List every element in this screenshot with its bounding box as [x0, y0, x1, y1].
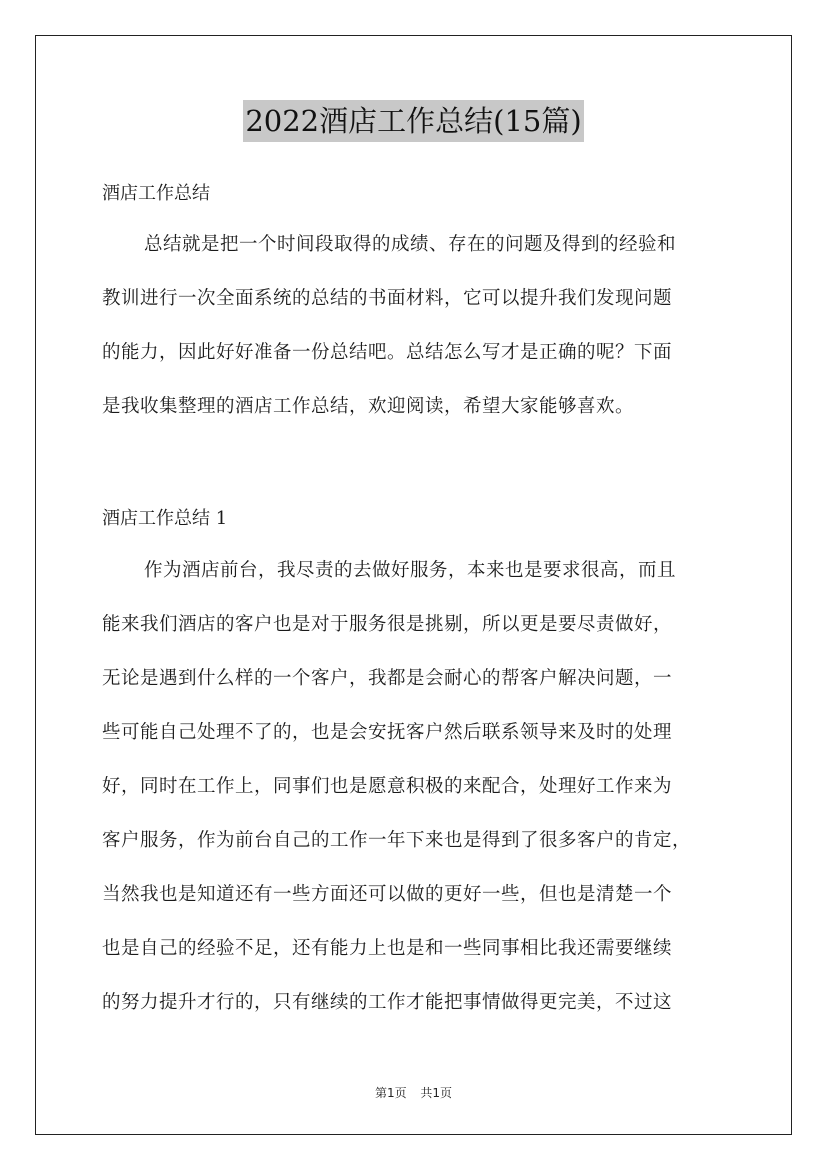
paragraph-line: 作为酒店前台，我尽责的去做好服务，本来也是要求很高，而且 — [144, 560, 677, 581]
paragraph-line: 当然我也是知道还有一些方面还可以做的更好一些，但也是清楚一个 — [102, 884, 673, 905]
section-1-paragraph — [102, 544, 732, 1030]
document-title: 2022酒店工作总结(15篇) — [243, 100, 583, 142]
page-total: 共1页 — [420, 1086, 453, 1100]
paragraph-line: 教训进行一次全面系统的总结的书面材料，它可以提升我们发现问题 — [102, 288, 673, 309]
paragraph-line: 的能力，因此好好准备一份总结吧。总结怎么写才是正确的呢？下面 — [102, 342, 673, 363]
title-container — [0, 100, 827, 142]
paragraph-line: 些可能自己处理不了的，也是会安抚客户然后联系领导来及时的处理 — [102, 722, 673, 743]
paragraph-line: 也是自己的经验不足，还有能力上也是和一些同事相比我还需要继续 — [102, 938, 673, 959]
intro-paragraph — [102, 218, 732, 434]
paragraph-line: 无论是遇到什么样的一个客户，我都是会耐心的帮客户解决问题，一 — [102, 668, 673, 689]
paragraph-line: 能来我们酒店的客户也是对于服务很是挑剔，所以更是要尽责做好， — [102, 614, 673, 635]
paragraph-line: 好，同时在工作上，同事们也是愿意积极的来配合，处理好工作来为 — [102, 776, 673, 797]
paragraph-line: 是我收集整理的酒店工作总结，欢迎阅读，希望大家能够喜欢。 — [102, 396, 635, 417]
page-footer — [0, 1084, 827, 1101]
page-number: 第1页 — [374, 1086, 407, 1100]
intro-heading: 酒店工作总结 — [102, 183, 210, 204]
section-heading-1: 酒店工作总结 1 — [102, 508, 228, 529]
paragraph-line: 总结就是把一个时间段取得的成绩、存在的问题及得到的经验和 — [144, 234, 677, 255]
paragraph-line: 客户服务，作为前台自己的工作一年下来也是得到了很多客户的肯定， — [102, 830, 692, 851]
paragraph-line: 的努力提升才行的，只有继续的工作才能把事情做得更完美，不过这 — [102, 992, 673, 1013]
